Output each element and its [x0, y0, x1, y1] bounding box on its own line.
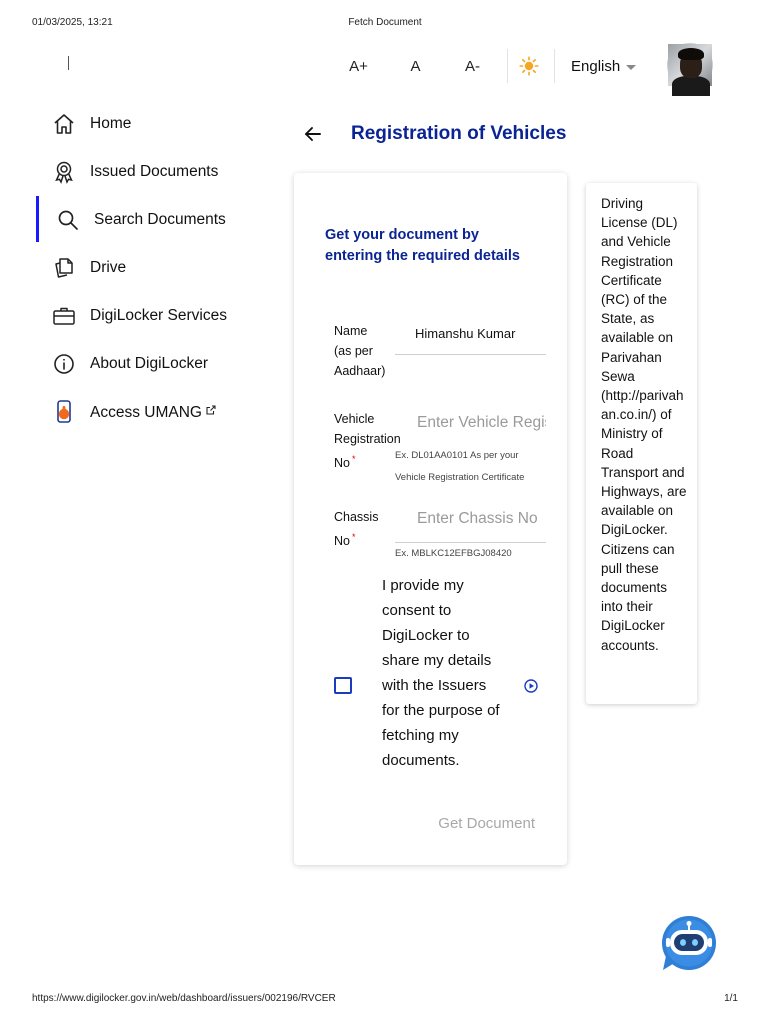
language-label: English — [571, 57, 621, 75]
search-icon — [56, 208, 80, 232]
sidebar-item-home[interactable] — [0, 100, 270, 148]
toolbar-divider — [554, 49, 555, 83]
hint-line: Vehicle Registration Certificate — [395, 472, 525, 483]
sidebar-item-digilocker-services[interactable] — [0, 292, 270, 340]
sidebar-item-label: Issued Documents — [90, 163, 219, 180]
vehicle-registration-field — [395, 408, 546, 444]
sidebar-item-about-digilocker[interactable] — [0, 340, 270, 388]
print-datetime: 01/03/2025, 13:21 — [32, 17, 113, 28]
font-normal-button[interactable]: A — [410, 57, 421, 75]
page-header — [300, 120, 566, 148]
chevron-down-icon — [626, 65, 636, 70]
briefcase-icon — [52, 304, 76, 328]
vehicle-registration-input[interactable] — [395, 408, 546, 438]
vehicle-registration-hint — [395, 445, 555, 489]
external-link-icon — [206, 402, 216, 420]
vehicle-registration-label — [334, 409, 401, 473]
info-icon — [52, 352, 76, 376]
home-icon — [52, 112, 76, 136]
name-input[interactable] — [395, 318, 546, 348]
sidebar-item-drive[interactable] — [0, 244, 270, 292]
sidebar-item-search-documents[interactable] — [0, 196, 270, 244]
chassis-hint: Ex. MBLKC12EFBGJ08420 — [395, 548, 512, 559]
sidebar-item-access-umang[interactable] — [0, 388, 270, 436]
sidebar-item-label: Drive — [90, 259, 127, 276]
page-title: Registration of Vehicles — [351, 123, 567, 144]
sidebar — [0, 100, 270, 436]
sidebar-item-label: Home — [90, 115, 132, 132]
language-select[interactable] — [571, 58, 636, 75]
consent-checkbox[interactable] — [334, 677, 352, 694]
info-panel: Driving License (DL) and Vehicle Registration Certificate (RC) of the State, as available on Parivahan Sewa (http://parivahan.co.in/) of Ministry of Road Transport and Highways, are available on DigiLocker. Citizens can pull these documents into their DigiLocker accounts. — [586, 183, 697, 704]
print-header — [32, 17, 738, 31]
sidebar-item-label: Search Documents — [94, 211, 226, 228]
chassis-label — [334, 507, 378, 551]
avatar[interactable] — [667, 43, 713, 87]
active-indicator — [36, 196, 39, 242]
play-audio-icon[interactable] — [524, 679, 538, 693]
vehicle-label-line: Registration — [334, 432, 401, 446]
chassis-label-line: Chassis — [334, 510, 379, 524]
name-field — [395, 318, 546, 355]
vehicle-label-line: Vehicle — [334, 412, 375, 426]
required-asterisk: * — [351, 532, 356, 542]
hint-line: Ex. DL01AA0101 As per your — [395, 450, 519, 461]
name-label-line: Name — [334, 324, 368, 338]
documents-icon — [52, 256, 76, 280]
required-asterisk: * — [351, 454, 356, 464]
print-url: https://www.digilocker.gov.in/web/dashboard/issuers/002196/RVCER — [32, 993, 336, 1004]
umang-label: Access UMANG — [90, 404, 202, 421]
award-icon — [52, 160, 76, 184]
print-doc-title: Fetch Document — [348, 17, 422, 28]
fetch-document-form — [294, 173, 567, 865]
chassis-input[interactable] — [395, 504, 546, 534]
sidebar-item-label: About DigiLocker — [90, 355, 209, 372]
font-decrease-button[interactable]: A- — [465, 57, 480, 75]
toolbar-divider — [507, 49, 508, 83]
name-label-line: (as per — [334, 344, 373, 358]
vehicle-label-line: No — [334, 456, 350, 470]
sun-icon[interactable] — [518, 55, 540, 77]
sidebar-item-issued-documents[interactable] — [0, 148, 270, 196]
chatbot-icon[interactable] — [660, 916, 718, 972]
back-arrow-icon[interactable] — [300, 121, 326, 147]
font-increase-button[interactable]: A+ — [349, 57, 368, 75]
print-page-count: 1/1 — [724, 993, 738, 1004]
chassis-label-line: No — [334, 534, 350, 548]
chassis-field — [395, 504, 546, 543]
consent-text: I provide my consent to DigiLocker to share my details with the Issuers for the purpose of fetching my documents. — [382, 577, 500, 769]
print-footer — [32, 993, 738, 1005]
form-heading: Get your document by entering the required details — [325, 227, 520, 264]
accessibility-toolbar — [330, 44, 636, 88]
sidebar-item-label — [90, 402, 216, 422]
umang-icon — [52, 400, 76, 424]
get-document-button[interactable]: Get Document — [438, 815, 535, 832]
logo-divider — [68, 56, 69, 70]
name-label — [334, 321, 386, 381]
sidebar-item-label: DigiLocker Services — [90, 307, 227, 324]
name-label-line: Aadhaar) — [334, 364, 386, 378]
